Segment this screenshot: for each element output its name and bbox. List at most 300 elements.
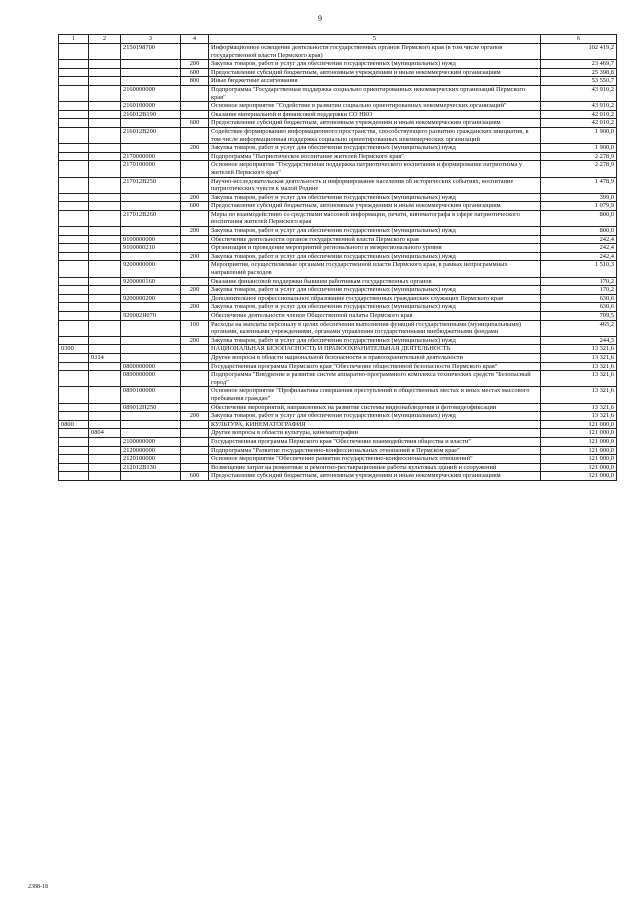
item-name-cell: НАЦИОНАЛЬНАЯ БЕЗОПАСНОСТЬ И ПРАВООХРАНИТЕЛЬНАЯ ДЕЯТЕЛЬНОСТЬ (209, 345, 541, 354)
table-row (59, 127, 617, 143)
item-name-cell: Обеспечение деятельности членов Общественной палаты Пермского края (209, 312, 541, 321)
expense-type-code-cell (181, 85, 209, 101)
expense-type-code-cell (181, 277, 209, 286)
amount-cell: 2 278,9 (541, 152, 617, 161)
target-article-code-cell (121, 60, 181, 69)
item-name-cell: Предоставление субсидий бюджетным, автономным учреждениям и иным некоммерческим организациям (209, 472, 541, 481)
expense-type-code-cell (181, 44, 209, 60)
subsection-code-cell (89, 161, 121, 177)
target-article-code-cell: 089012П250 (121, 403, 181, 412)
expense-type-code-cell (181, 371, 209, 387)
target-article-code-cell: 2160100000 (121, 102, 181, 111)
target-article-code-cell: 2120000000 (121, 446, 181, 455)
section-code-cell (59, 437, 89, 446)
expense-type-code-cell: 200 (181, 227, 209, 236)
subsection-code-cell (89, 362, 121, 371)
section-code-cell (59, 102, 89, 111)
section-code-cell (59, 193, 89, 202)
section-code-cell (59, 312, 89, 321)
expense-type-code-cell (181, 455, 209, 464)
subsection-code-cell (89, 244, 121, 253)
subsection-code-cell (89, 85, 121, 101)
table-row (59, 437, 617, 446)
subsection-code-cell (89, 152, 121, 161)
item-name-cell: Предоставление субсидий бюджетным, автономным учреждениям и иным некоммерческим организациям (209, 202, 541, 211)
expense-type-code-cell: 200 (181, 412, 209, 421)
target-article-code-cell: 2120100000 (121, 455, 181, 464)
table-row (59, 177, 617, 193)
section-code-cell (59, 161, 89, 177)
item-name-cell: Подпрограмма "Развитие государственно-конфессиональных отношений в Пермском крае" (209, 446, 541, 455)
item-name-cell: Дополнительное профессиональное образование государственных гражданских служащих Пермского края (209, 294, 541, 303)
table-row (59, 235, 617, 244)
expense-type-code-cell (181, 210, 209, 226)
section-code-cell (59, 202, 89, 211)
table-row (59, 102, 617, 111)
subsection-code-cell (89, 345, 121, 354)
expense-type-code-cell (181, 161, 209, 177)
subsection-code-cell (89, 403, 121, 412)
section-code-cell (59, 446, 89, 455)
target-article-code-cell: 9100000210 (121, 244, 181, 253)
section-code-cell (59, 261, 89, 277)
amount-cell: 170,2 (541, 277, 617, 286)
table-row (59, 227, 617, 236)
section-code-cell (59, 455, 89, 464)
expense-type-code-cell: 200 (181, 60, 209, 69)
item-name-cell: Меры по взаимодействию со средствами массовой информации, печати, кинематографа в сфере патриотического воспитания жителей Пермского края (209, 210, 541, 226)
target-article-code-cell (121, 252, 181, 261)
expense-type-code-cell: 200 (181, 336, 209, 345)
section-code-cell (59, 144, 89, 153)
item-name-cell: Государственная программа Пермского края "Обеспечение взаимодействия общества и власти" (209, 437, 541, 446)
expense-type-code-cell: 800 (181, 77, 209, 86)
amount-cell: 42 010,2 (541, 119, 617, 128)
item-name-cell: Закупка товаров, работ и услуг для обеспечения государственных (муниципальных) нужд (209, 252, 541, 261)
target-article-code-cell (121, 202, 181, 211)
subsection-code-cell (89, 210, 121, 226)
item-name-cell: КУЛЬТУРА, КИНЕМАТОГРАФИЯ (209, 420, 541, 429)
subsection-code-cell (89, 102, 121, 111)
expense-type-code-cell (181, 420, 209, 429)
table-row (59, 345, 617, 354)
subsection-code-cell (89, 110, 121, 119)
expense-type-code-cell: 200 (181, 303, 209, 312)
table-header-row (59, 35, 617, 44)
column-header-3: 3 (121, 35, 181, 44)
amount-cell: 800,0 (541, 210, 617, 226)
subsection-code-cell (89, 177, 121, 193)
target-article-code-cell (121, 303, 181, 312)
amount-cell: 399,0 (541, 193, 617, 202)
table-row (59, 277, 617, 286)
subsection-code-cell (89, 193, 121, 202)
table-row (59, 371, 617, 387)
amount-cell: 43 910,2 (541, 102, 617, 111)
section-code-cell (59, 286, 89, 295)
target-article-code-cell: 9200000000 (121, 261, 181, 277)
target-article-code-cell: 212012В130 (121, 463, 181, 472)
target-article-code-cell (121, 193, 181, 202)
amount-cell: 242,4 (541, 244, 617, 253)
item-name-cell: Расходы на выплаты персоналу в целях обеспечения выполнения функций государственными (муниципальными) органами, казенными учреждениями, органами управления государственными внебюджетными фондами (209, 320, 541, 336)
table-row (59, 202, 617, 211)
target-article-code-cell (121, 353, 181, 362)
amount-cell: 242,4 (541, 252, 617, 261)
subsection-code-cell (89, 77, 121, 86)
section-code-cell (59, 127, 89, 143)
table-row (59, 303, 617, 312)
target-article-code-cell (121, 472, 181, 481)
column-header-1: 1 (59, 35, 89, 44)
amount-cell: 42 010,2 (541, 110, 617, 119)
table-row (59, 85, 617, 101)
table-row (59, 420, 617, 429)
target-article-code-cell: 2100000000 (121, 437, 181, 446)
column-header-2: 2 (89, 35, 121, 44)
expense-type-code-cell: 200 (181, 286, 209, 295)
item-name-cell: Закупка товаров, работ и услуг для обеспечения государственных (муниципальных) нужд (209, 286, 541, 295)
subsection-code-cell: 0804 (89, 429, 121, 438)
item-name-cell: Научно-исследовательская деятельность и информирование населения об исторических событиях, воспитание патриотических чувств к малой Родине (209, 177, 541, 193)
amount-cell: 244,3 (541, 336, 617, 345)
section-code-cell (59, 235, 89, 244)
item-name-cell: Закупка товаров, работ и услуг для обеспечения государственных (муниципальных) нужд (209, 412, 541, 421)
target-article-code-cell (121, 429, 181, 438)
item-name-cell: Закупка товаров, работ и услуг для обеспечения государственных (муниципальных) нужд (209, 144, 541, 153)
expense-type-code-cell (181, 294, 209, 303)
table-row (59, 463, 617, 472)
subsection-code-cell (89, 420, 121, 429)
item-name-cell: Другие вопросы в области национальной безопасности и правоохранительной деятельности (209, 353, 541, 362)
column-header-4: 4 (181, 35, 209, 44)
item-name-cell: Основное мероприятие "Профилактика совершения преступлений в общественных местах и иных местах массового пребывания граждан" (209, 387, 541, 403)
subsection-code-cell (89, 312, 121, 321)
target-article-code-cell: 2150198700 (121, 44, 181, 60)
amount-cell: 2 278,9 (541, 161, 617, 177)
section-code-cell (59, 412, 89, 421)
amount-cell: 13 321,6 (541, 353, 617, 362)
section-code-cell (59, 119, 89, 128)
amount-cell: 53 550,7 (541, 77, 617, 86)
amount-cell: 13 321,6 (541, 387, 617, 403)
target-article-code-cell: 0890000000 (121, 371, 181, 387)
table-row (59, 60, 617, 69)
amount-cell: 13 321,6 (541, 403, 617, 412)
amount-cell: 1 478,9 (541, 177, 617, 193)
amount-cell: 709,5 (541, 312, 617, 321)
target-article-code-cell: 9200000200 (121, 294, 181, 303)
target-article-code-cell (121, 77, 181, 86)
subsection-code-cell (89, 412, 121, 421)
expense-type-code-cell (181, 437, 209, 446)
section-code-cell (59, 110, 89, 119)
expense-type-code-cell: 200 (181, 252, 209, 261)
table-row (59, 429, 617, 438)
subsection-code-cell (89, 252, 121, 261)
table-row (59, 353, 617, 362)
subsection-code-cell (89, 68, 121, 77)
target-article-code-cell: 216012В190 (121, 110, 181, 119)
subsection-code-cell (89, 455, 121, 464)
item-name-cell: Основное мероприятие "Государственная поддержка патриотического воспитания и формирование патриотизма у жителей Пермского края" (209, 161, 541, 177)
expense-type-code-cell (181, 102, 209, 111)
table-row (59, 312, 617, 321)
section-code-cell (59, 472, 89, 481)
table-row (59, 412, 617, 421)
table-row (59, 446, 617, 455)
amount-cell: 121 000,0 (541, 429, 617, 438)
subsection-code-cell (89, 261, 121, 277)
amount-cell: 121 000,0 (541, 437, 617, 446)
expense-type-code-cell (181, 152, 209, 161)
target-article-code-cell: 2160000000 (121, 85, 181, 101)
expense-type-code-cell (181, 362, 209, 371)
amount-cell: 121 000,0 (541, 420, 617, 429)
subsection-code-cell (89, 127, 121, 143)
table-row (59, 362, 617, 371)
amount-cell: 121 000,0 (541, 446, 617, 455)
amount-cell: 1 079,9 (541, 202, 617, 211)
item-name-cell: Закупка товаров, работ и услуг для обеспечения государственных (муниципальных) нужд (209, 193, 541, 202)
subsection-code-cell (89, 286, 121, 295)
table-row (59, 44, 617, 60)
item-name-cell: Мероприятия, осуществляемые органами государственной власти Пермского края, в рамках непрограммных направлений расходов (209, 261, 541, 277)
item-name-cell: Организация и проведение мероприятий регионального и межрегионального уровня (209, 244, 541, 253)
table-row (59, 261, 617, 277)
table-row (59, 455, 617, 464)
section-code-cell (59, 371, 89, 387)
expense-type-code-cell: 600 (181, 68, 209, 77)
expense-type-code-cell (181, 403, 209, 412)
section-code-cell (59, 353, 89, 362)
section-code-cell (59, 244, 89, 253)
subsection-code-cell (89, 144, 121, 153)
table-row (59, 472, 617, 481)
amount-cell: 800,0 (541, 227, 617, 236)
target-article-code-cell (121, 345, 181, 354)
table-row (59, 387, 617, 403)
amount-cell: 630,6 (541, 303, 617, 312)
subsection-code-cell (89, 371, 121, 387)
subsection-code-cell (89, 336, 121, 345)
subsection-code-cell (89, 277, 121, 286)
amount-cell: 121 000,0 (541, 455, 617, 464)
target-article-code-cell: 0890100000 (121, 387, 181, 403)
table-row (59, 244, 617, 253)
subsection-code-cell (89, 446, 121, 455)
target-article-code-cell (121, 412, 181, 421)
section-code-cell (59, 68, 89, 77)
item-name-cell: Закупка товаров, работ и услуг для обеспечения государственных (муниципальных) нужд (209, 336, 541, 345)
section-code-cell (59, 320, 89, 336)
subsection-code-cell (89, 387, 121, 403)
item-name-cell: Закупка товаров, работ и услуг для обеспечения государственных (муниципальных) нужд (209, 303, 541, 312)
amount-cell: 25 398,8 (541, 68, 617, 77)
table-row (59, 161, 617, 177)
item-name-cell: Иные бюджетные ассигнования (209, 77, 541, 86)
expense-type-code-cell: 100 (181, 320, 209, 336)
item-name-cell: Обеспечение мероприятий, направленных на развитие системы видеонаблюдения и фотовидеофиксации (209, 403, 541, 412)
item-name-cell: Информационное освещение деятельности государственных органов Пермского края (в том числе органов государственной власти Пермского края) (209, 44, 541, 60)
amount-cell: 242,4 (541, 235, 617, 244)
subsection-code-cell: 0314 (89, 353, 121, 362)
expense-type-code-cell (181, 235, 209, 244)
section-code-cell (59, 77, 89, 86)
section-code-cell (59, 152, 89, 161)
target-article-code-cell: 217012В250 (121, 177, 181, 193)
target-article-code-cell (121, 119, 181, 128)
amount-cell: 1 900,0 (541, 144, 617, 153)
target-article-code-cell (121, 227, 181, 236)
amount-cell: 13 321,6 (541, 362, 617, 371)
amount-cell: 121 000,0 (541, 463, 617, 472)
expense-type-code-cell (181, 345, 209, 354)
subsection-code-cell (89, 472, 121, 481)
table-row (59, 144, 617, 153)
item-name-cell: Подпрограмма "Патриотическое воспитание жителей Пермского края" (209, 152, 541, 161)
item-name-cell: Закупка товаров, работ и услуг для обеспечения государственных (муниципальных) нужд (209, 60, 541, 69)
section-code-cell (59, 336, 89, 345)
item-name-cell: Обеспечение деятельности органов государственной власти Пермского края (209, 235, 541, 244)
section-code-cell (59, 210, 89, 226)
table-row (59, 68, 617, 77)
table-row (59, 152, 617, 161)
item-name-cell: Возмещение затрат на ремонтные и ремонтно-реставрационные работы культовых зданий и сооружений (209, 463, 541, 472)
expense-type-code-cell (181, 244, 209, 253)
target-article-code-cell: 2170100000 (121, 161, 181, 177)
item-name-cell: Государственная программа Пермского края "Обеспечение общественной безопасности Пермского края" (209, 362, 541, 371)
amount-cell: 121 000,0 (541, 472, 617, 481)
subsection-code-cell (89, 294, 121, 303)
target-article-code-cell: 920002Я070 (121, 312, 181, 321)
amount-cell: 13 321,6 (541, 371, 617, 387)
budget-table (58, 34, 617, 481)
expense-type-code-cell (181, 127, 209, 143)
table-row (59, 252, 617, 261)
amount-cell: 13 321,6 (541, 412, 617, 421)
section-code-cell (59, 303, 89, 312)
amount-cell: 465,2 (541, 320, 617, 336)
section-code-cell (59, 44, 89, 60)
item-name-cell: Оказание финансовой поддержки бывшим работникам государственных органов (209, 277, 541, 286)
expense-type-code-cell (181, 446, 209, 455)
section-code-cell (59, 429, 89, 438)
subsection-code-cell (89, 60, 121, 69)
column-header-6: 6 (541, 35, 617, 44)
section-code-cell (59, 362, 89, 371)
table-row (59, 77, 617, 86)
expense-type-code-cell (181, 463, 209, 472)
table-row (59, 403, 617, 412)
section-code-cell (59, 252, 89, 261)
subsection-code-cell (89, 44, 121, 60)
page-number: 9 (318, 14, 322, 23)
expense-type-code-cell: 600 (181, 202, 209, 211)
section-code-cell (59, 85, 89, 101)
column-header-5: 5 (209, 35, 541, 44)
expense-type-code-cell (181, 353, 209, 362)
section-code-cell (59, 177, 89, 193)
target-article-code-cell: 0800000000 (121, 362, 181, 371)
subsection-code-cell (89, 303, 121, 312)
expense-type-code-cell: 600 (181, 119, 209, 128)
item-name-cell: Подпрограмма "Государственная поддержка социально ориентированных некоммерческих организаций Пермского края" (209, 85, 541, 101)
expense-type-code-cell (181, 177, 209, 193)
section-code-cell (59, 387, 89, 403)
target-article-code-cell: 2170000000 (121, 152, 181, 161)
subsection-code-cell (89, 463, 121, 472)
item-name-cell: Основное мероприятие "Обеспечение развития государственно-конфессиональных отношений" (209, 455, 541, 464)
target-article-code-cell: 9200000160 (121, 277, 181, 286)
item-name-cell: Содействие формированию информационного пространства, способствующего развитию гражданских инициатив, в том числе информационная поддержка социально ориентированных некоммерческих организаций (209, 127, 541, 143)
section-code-cell (59, 294, 89, 303)
expense-type-code-cell (181, 387, 209, 403)
table-row (59, 286, 617, 295)
target-article-code-cell (121, 144, 181, 153)
item-name-cell: Другие вопросы в области культуры, кинематографии (209, 429, 541, 438)
target-article-code-cell (121, 320, 181, 336)
amount-cell: 1 510,3 (541, 261, 617, 277)
section-code-cell (59, 227, 89, 236)
footer-code: 2388-18 (28, 884, 48, 890)
section-code-cell (59, 277, 89, 286)
item-name-cell: Подпрограмма "Внедрение и развитие систем аппаратно-программного комплекса технических средств "Безопасный город" (209, 371, 541, 387)
target-article-code-cell: 9100000000 (121, 235, 181, 244)
expense-type-code-cell (181, 312, 209, 321)
section-code-cell (59, 403, 89, 412)
section-code-cell (59, 463, 89, 472)
amount-cell: 1 900,0 (541, 127, 617, 143)
expense-type-code-cell (181, 261, 209, 277)
amount-cell: 23 469,7 (541, 60, 617, 69)
item-name-cell: Предоставление субсидий бюджетным, автономным учреждениям и иным некоммерческим организациям (209, 119, 541, 128)
amount-cell: 170,2 (541, 286, 617, 295)
expense-type-code-cell: 200 (181, 144, 209, 153)
amount-cell: 630,6 (541, 294, 617, 303)
section-code-cell: 0300 (59, 345, 89, 354)
expense-type-code-cell: 200 (181, 193, 209, 202)
item-name-cell: Предоставление субсидий бюджетным, автономным учреждениям и иным некоммерческим организациям (209, 68, 541, 77)
target-article-code-cell (121, 420, 181, 429)
table-body (59, 44, 617, 481)
subsection-code-cell (89, 119, 121, 128)
section-code-cell: 0800 (59, 420, 89, 429)
item-name-cell: Основное мероприятие "Содействие в развитии социально ориентированных некоммерческих организаций" (209, 102, 541, 111)
expense-type-code-cell (181, 429, 209, 438)
table-row (59, 320, 617, 336)
amount-cell: 13 321,6 (541, 345, 617, 354)
target-article-code-cell: 217012В260 (121, 210, 181, 226)
expense-type-code-cell: 600 (181, 472, 209, 481)
amount-cell: 102 419,2 (541, 44, 617, 60)
table-row (59, 294, 617, 303)
subsection-code-cell (89, 235, 121, 244)
subsection-code-cell (89, 227, 121, 236)
table-row (59, 210, 617, 226)
table-row (59, 193, 617, 202)
item-name-cell: Оказание материальной и финансовой поддержки СО НКО (209, 110, 541, 119)
subsection-code-cell (89, 202, 121, 211)
amount-cell: 43 910,2 (541, 85, 617, 101)
expense-type-code-cell (181, 110, 209, 119)
section-code-cell (59, 60, 89, 69)
target-article-code-cell (121, 336, 181, 345)
item-name-cell: Закупка товаров, работ и услуг для обеспечения государственных (муниципальных) нужд (209, 227, 541, 236)
target-article-code-cell (121, 68, 181, 77)
target-article-code-cell (121, 286, 181, 295)
table-row (59, 119, 617, 128)
